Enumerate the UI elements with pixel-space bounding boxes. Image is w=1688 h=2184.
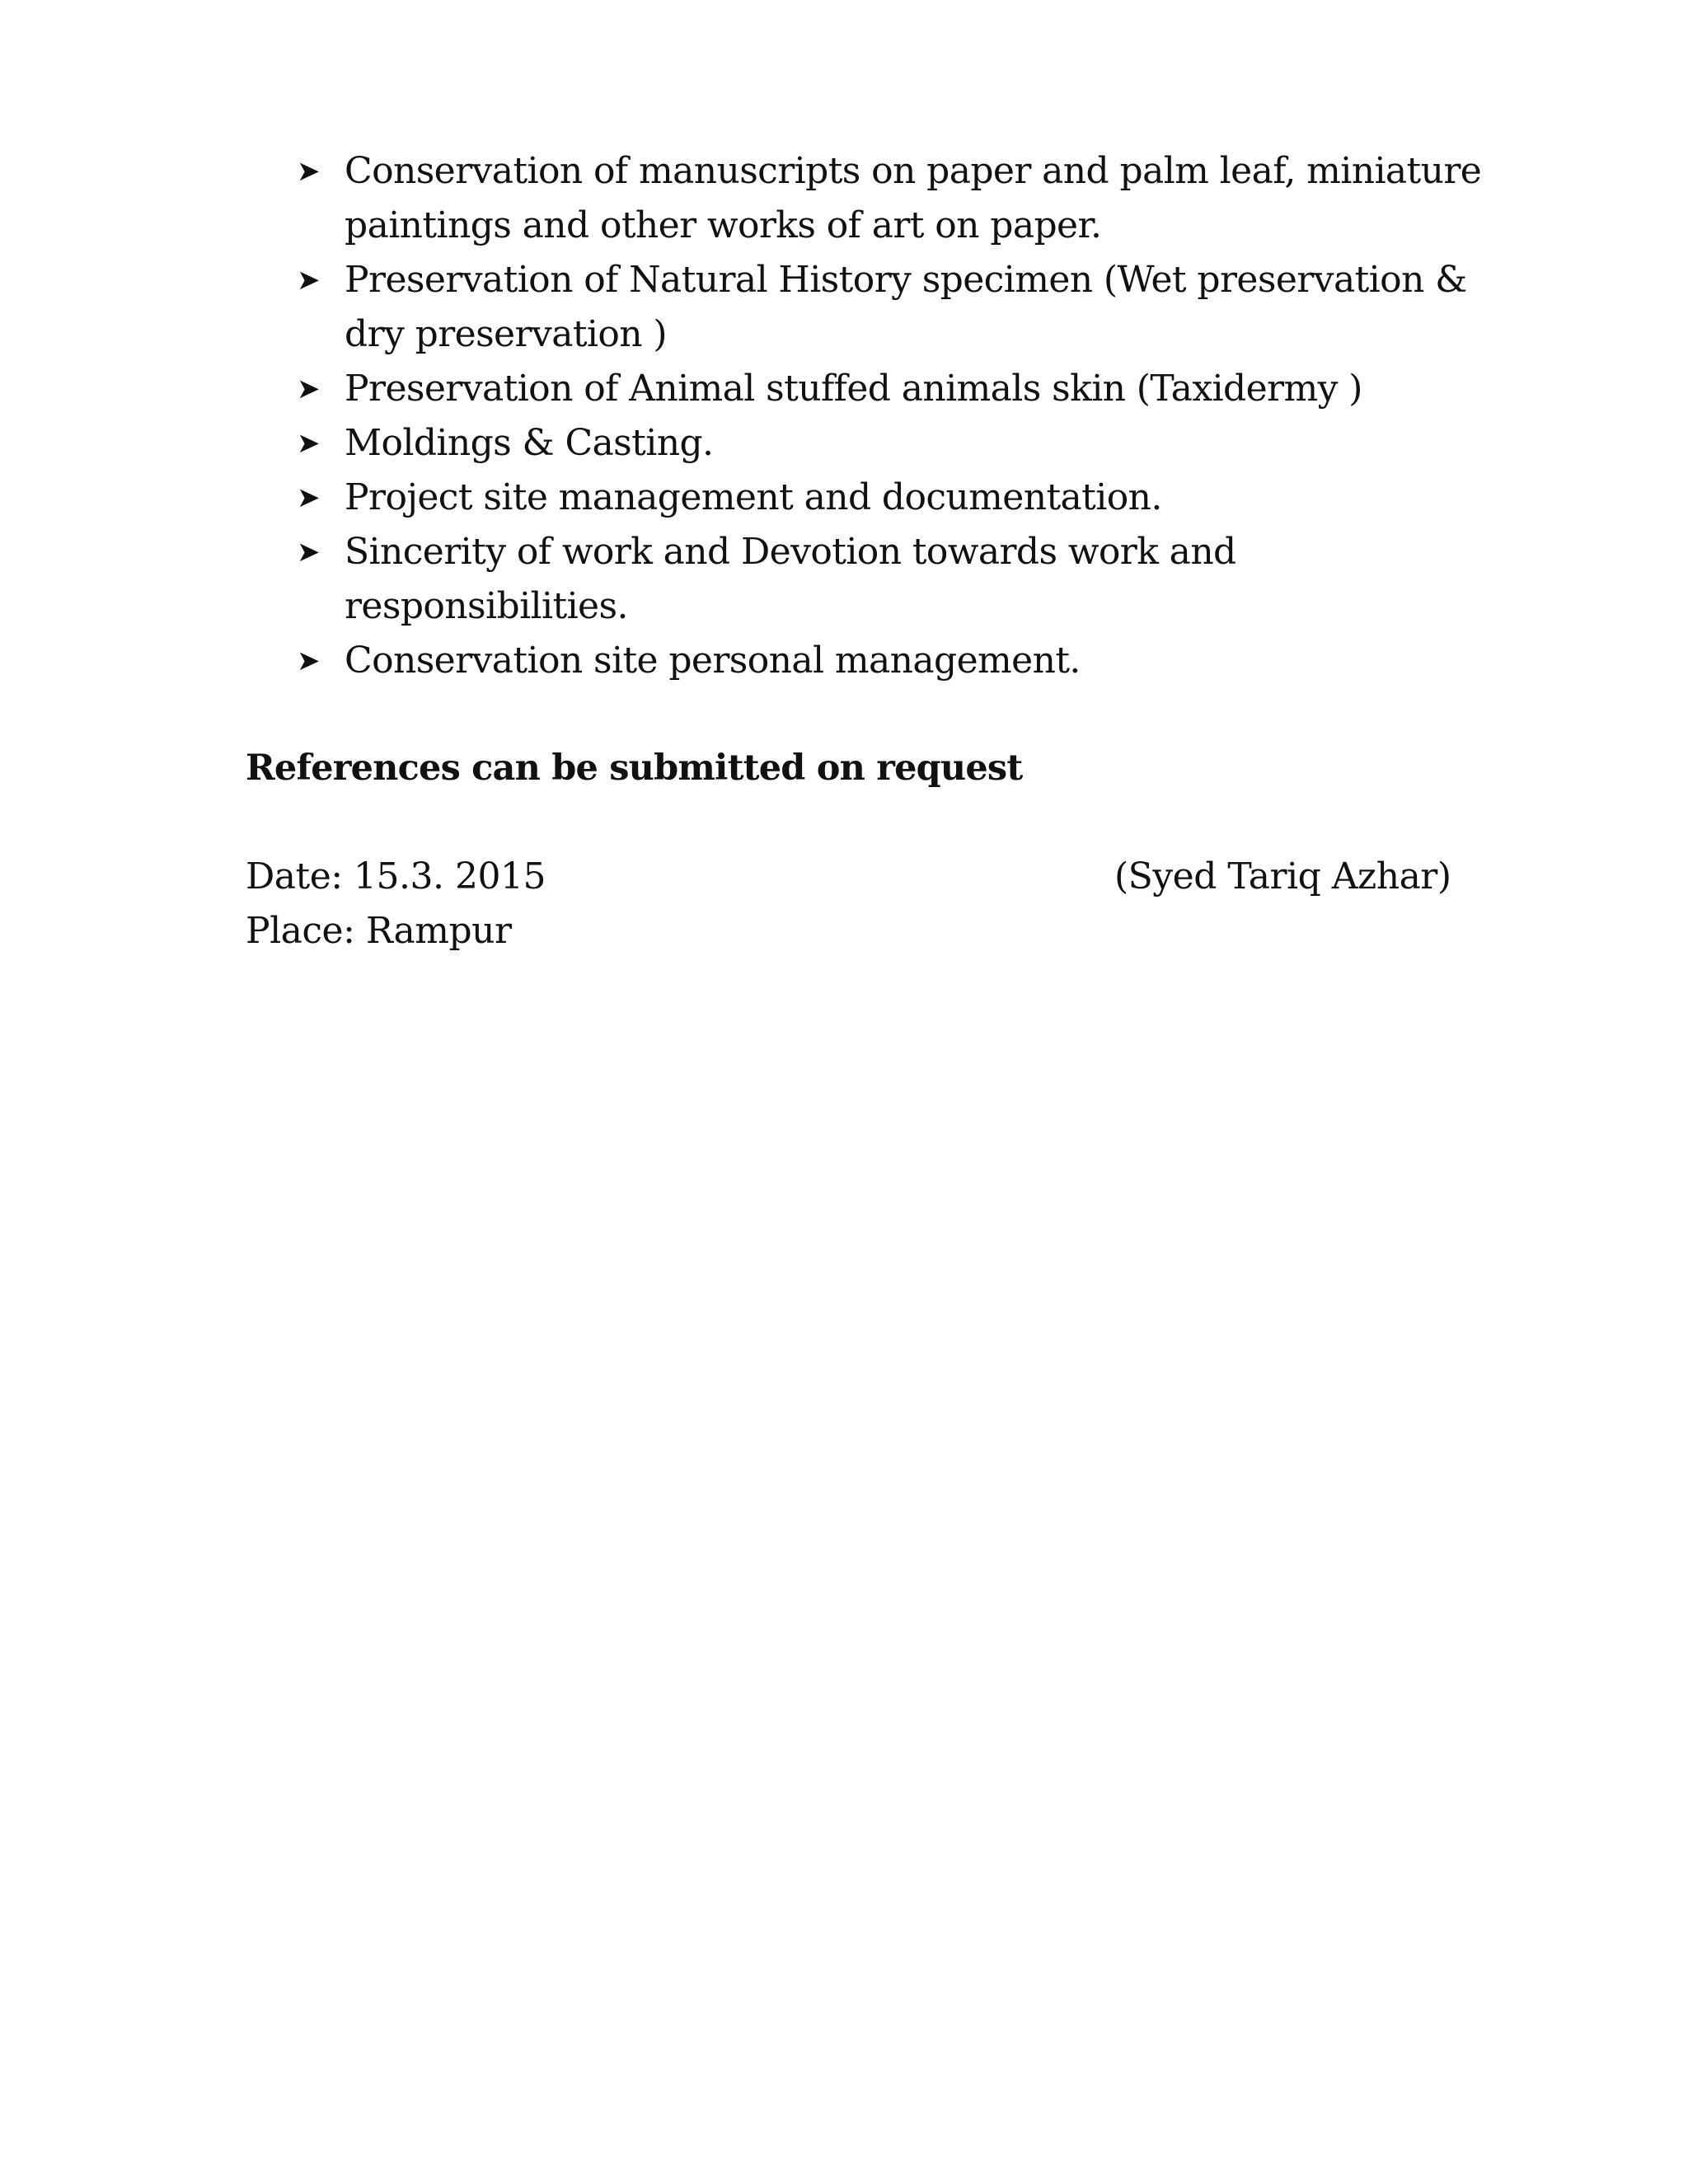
list-item-text: Conservation of manuscripts on paper and palm leaf, miniature paintings and other works of art on paper.	[345, 150, 1482, 246]
skills-list	[295, 144, 1498, 688]
list-item	[295, 144, 1498, 253]
list-item	[295, 253, 1498, 362]
list-item	[295, 634, 1498, 688]
list-item	[295, 416, 1498, 471]
list-item	[295, 362, 1498, 416]
list-item-text: Preservation of Animal stuffed animals skin (Taxidermy )	[345, 368, 1362, 410]
arrowhead-bullet-icon: ➤	[297, 155, 320, 188]
list-item	[295, 525, 1498, 634]
place-text: Place: Rampur	[246, 910, 512, 952]
arrowhead-bullet-icon: ➤	[297, 536, 320, 569]
signature-name: (Syed Tariq Azhar)	[1114, 855, 1451, 898]
arrowhead-bullet-icon: ➤	[297, 481, 320, 514]
arrowhead-bullet-icon: ➤	[297, 427, 320, 460]
list-item-text: Sincerity of work and Devotion towards work and responsibilities.	[345, 531, 1236, 627]
references-heading: References can be submitted on request	[246, 748, 1023, 789]
list-item-text: Moldings & Casting.	[345, 422, 714, 464]
list-item	[295, 471, 1498, 525]
list-item-text: Preservation of Natural History specimen (Wet preservation & dry preservation )	[345, 259, 1467, 355]
arrowhead-bullet-icon: ➤	[297, 373, 320, 405]
date-text: Date: 15.3. 2015	[246, 855, 546, 898]
arrowhead-bullet-icon: ➤	[297, 644, 320, 677]
arrowhead-bullet-icon: ➤	[297, 264, 320, 297]
list-item-text: Conservation site personal management.	[345, 640, 1081, 682]
list-item-text: Project site management and documentation.	[345, 476, 1162, 518]
